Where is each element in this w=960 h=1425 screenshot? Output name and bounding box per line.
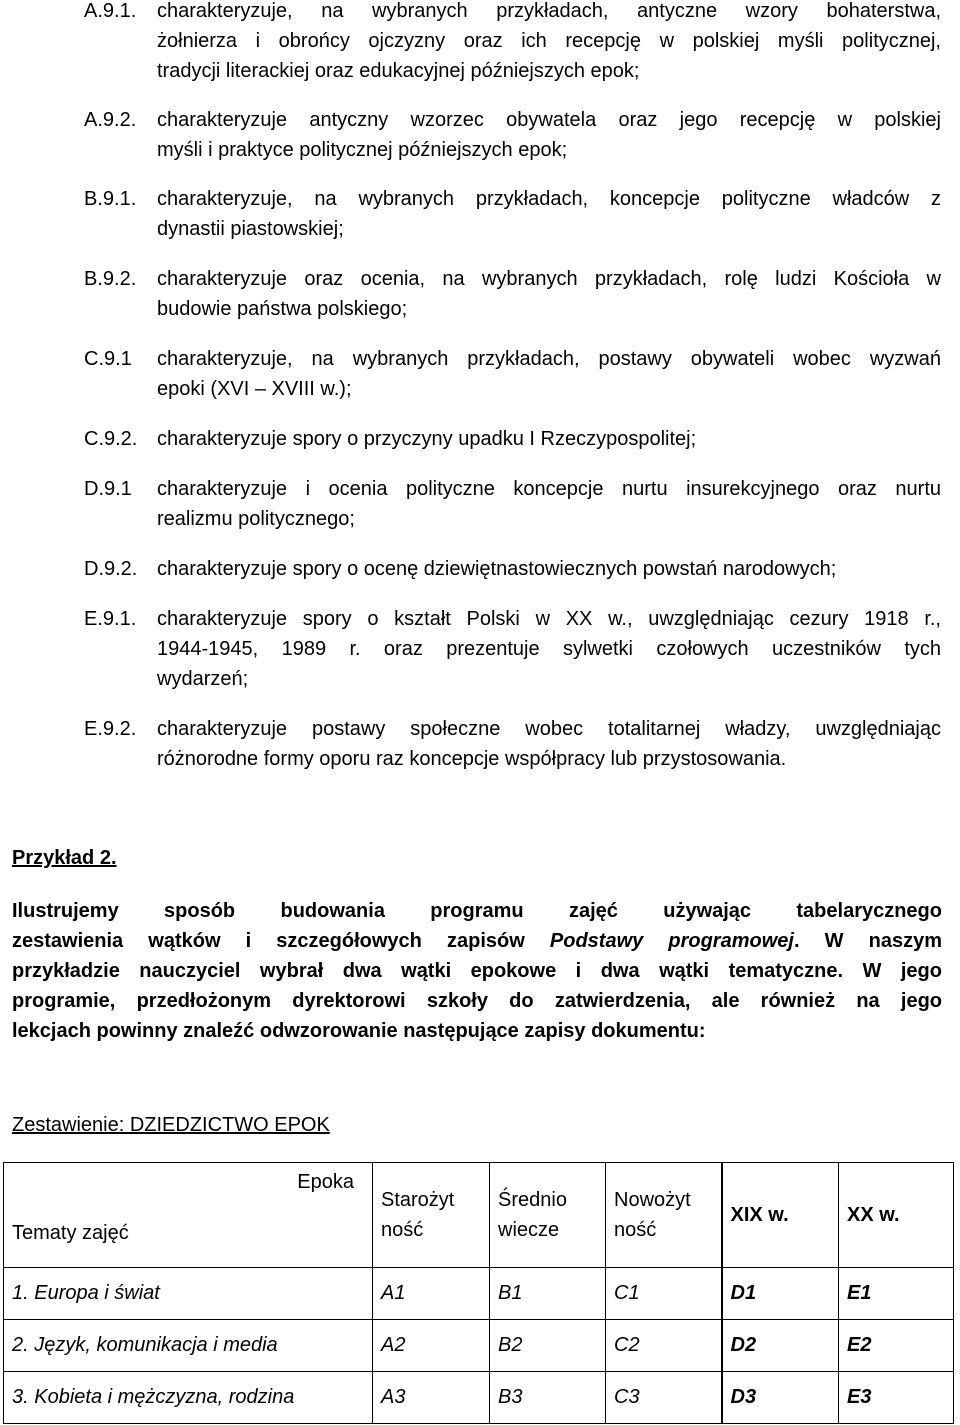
header-line: ność bbox=[381, 1219, 424, 1241]
table-cell: C3 bbox=[606, 1372, 722, 1424]
requirement-code: E.9.2. bbox=[84, 718, 137, 740]
requirement-text bbox=[157, 474, 941, 534]
column-header bbox=[606, 1163, 722, 1268]
paragraph-text: . W naszym bbox=[793, 930, 942, 952]
epochs-table bbox=[3, 1162, 954, 1424]
paragraph-line bbox=[12, 926, 942, 956]
table-row bbox=[4, 1320, 954, 1372]
text-line: charakteryzuje i ocenia polityczne koncepcje nurtu insurekcyjnego oraz nurtu bbox=[157, 478, 941, 500]
requirement-code: B.9.2. bbox=[84, 268, 137, 290]
text-line: charakteryzuje postawy społeczne wobec totalitarnej władzy, uwzględniając bbox=[157, 718, 941, 740]
paragraph-line: programie, przedłożonym dyrektorowi szkoły do zatwierdzenia, ale również na jego bbox=[12, 990, 942, 1012]
table-cell: A2 bbox=[373, 1320, 490, 1372]
requirement-code: D.9.1 bbox=[84, 478, 132, 500]
topic-cell: 2. Język, komunikacja i media bbox=[4, 1320, 373, 1372]
text-line: różnorodne formy oporu raz koncepcje współpracy lub przystosowania. bbox=[157, 748, 787, 770]
table-cell: D2 bbox=[722, 1320, 839, 1372]
table-cell: B3 bbox=[490, 1372, 606, 1424]
text-line: charakteryzuje, na wybranych przykładach, postawy obywateli wobec wyzwań bbox=[157, 348, 941, 370]
table-cell: B2 bbox=[490, 1320, 606, 1372]
example-paragraph bbox=[12, 896, 942, 1046]
table-cell: D1 bbox=[722, 1268, 839, 1320]
column-header: XIX w. bbox=[722, 1163, 839, 1268]
paragraph-text: zestawienia wątków i szczegółowych zapisów bbox=[12, 930, 550, 952]
requirement-code: A.9.2. bbox=[84, 109, 137, 131]
header-line: wiecze bbox=[498, 1219, 560, 1241]
header-line: Starożyt bbox=[381, 1189, 455, 1211]
table-row bbox=[4, 1372, 954, 1424]
requirement-text bbox=[157, 554, 941, 584]
text-line: tradycji literackiej oraz edukacyjnej późniejszych epok; bbox=[157, 60, 640, 82]
requirement-text bbox=[157, 424, 941, 454]
column-header bbox=[490, 1163, 606, 1268]
table-cell: E2 bbox=[839, 1320, 954, 1372]
text-line: charakteryzuje antyczny wzorzec obywatela oraz jego recepcję w polskiej bbox=[157, 109, 941, 131]
paragraph-line: przykładzie nauczyciel wybrał dwa wątki epokowe i dwa wątki tematyczne. W jego bbox=[12, 960, 942, 982]
column-header bbox=[373, 1163, 490, 1268]
text-line: charakteryzuje spory o przyczyny upadku I Rzeczypospolitej; bbox=[157, 428, 697, 450]
table-header-row bbox=[4, 1163, 954, 1268]
epoch-axis-label: Epoka bbox=[297, 1171, 354, 1193]
text-line: epoki (XVI – XVIII w.); bbox=[157, 378, 352, 400]
text-line: charakteryzuje, na wybranych przykładach, antyczne wzory bohaterstwa, bbox=[157, 0, 941, 22]
text-line: charakteryzuje oraz ocenia, na wybranych przykładach, rolę ludzi Kościoła w bbox=[157, 268, 941, 290]
text-line: myśli i praktyce politycznej późniejszych epok; bbox=[157, 139, 568, 161]
requirement-code: A.9.1. bbox=[84, 0, 137, 22]
text-line: budowie państwa polskiego; bbox=[157, 298, 408, 320]
text-line: dynastii piastowskiej; bbox=[157, 218, 344, 240]
requirement-code: C.9.2. bbox=[84, 428, 138, 450]
table-cell: A1 bbox=[373, 1268, 490, 1320]
text-line: realizmu politycznego; bbox=[157, 508, 355, 530]
topics-axis-label: Tematy zajęć bbox=[12, 1222, 129, 1244]
column-header: XX w. bbox=[839, 1163, 954, 1268]
text-line: 1944-1945, 1989 r. oraz prezentuje sylwetki czołowych uczestników tych bbox=[157, 638, 941, 660]
table-cell: D3 bbox=[722, 1372, 839, 1424]
document-title-italic: Podstawy programowej bbox=[549, 930, 794, 952]
text-line: charakteryzuje spory o kształt Polski w XX w., uwzględniając cezury 1918 r., bbox=[157, 608, 941, 630]
table-corner-cell bbox=[4, 1163, 373, 1268]
header-line: Średnio bbox=[498, 1189, 567, 1211]
paragraph-line: lekcjach powinny znaleźć odwzorowanie następujące zapisy dokumentu: bbox=[12, 1020, 706, 1042]
topic-cell: 3. Kobieta i mężczyzna, rodzina bbox=[4, 1372, 373, 1424]
requirement-text bbox=[157, 0, 941, 86]
table-cell: E3 bbox=[839, 1372, 954, 1424]
table-section-title: Zestawienie: DZIEDZICTWO EPOK bbox=[12, 1114, 330, 1136]
table-cell: E1 bbox=[839, 1268, 954, 1320]
table-row bbox=[4, 1268, 954, 1320]
requirement-text bbox=[157, 604, 941, 694]
header-line: ność bbox=[614, 1219, 657, 1241]
text-line: wydarzeń; bbox=[157, 668, 249, 690]
requirement-code: C.9.1 bbox=[84, 348, 132, 370]
table-cell: C1 bbox=[606, 1268, 722, 1320]
requirement-code: D.9.2. bbox=[84, 558, 138, 580]
table-cell: B1 bbox=[490, 1268, 606, 1320]
example-heading: Przykład 2. bbox=[12, 847, 117, 869]
requirement-text bbox=[157, 264, 941, 324]
requirement-text bbox=[157, 344, 941, 404]
text-line: charakteryzuje, na wybranych przykładach, koncepcje polityczne władców z bbox=[157, 188, 941, 210]
text-line: charakteryzuje spory o ocenę dziewiętnastowiecznych powstań narodowych; bbox=[157, 558, 837, 580]
table-cell: A3 bbox=[373, 1372, 490, 1424]
text-line: żołnierza i obrońcy ojczyzny oraz ich recepcję w polskiej myśli politycznej, bbox=[157, 30, 941, 52]
paragraph-line: Ilustrujemy sposób budowania programu zajęć używając tabelarycznego bbox=[12, 900, 942, 922]
requirement-text bbox=[157, 105, 941, 165]
requirement-code: E.9.1. bbox=[84, 608, 137, 630]
requirement-text bbox=[157, 714, 941, 774]
table-cell: C2 bbox=[606, 1320, 722, 1372]
requirement-code: B.9.1. bbox=[84, 188, 137, 210]
header-line: Nowożyt bbox=[614, 1189, 691, 1211]
topic-cell: 1. Europa i świat bbox=[4, 1268, 373, 1320]
requirement-text bbox=[157, 184, 941, 244]
